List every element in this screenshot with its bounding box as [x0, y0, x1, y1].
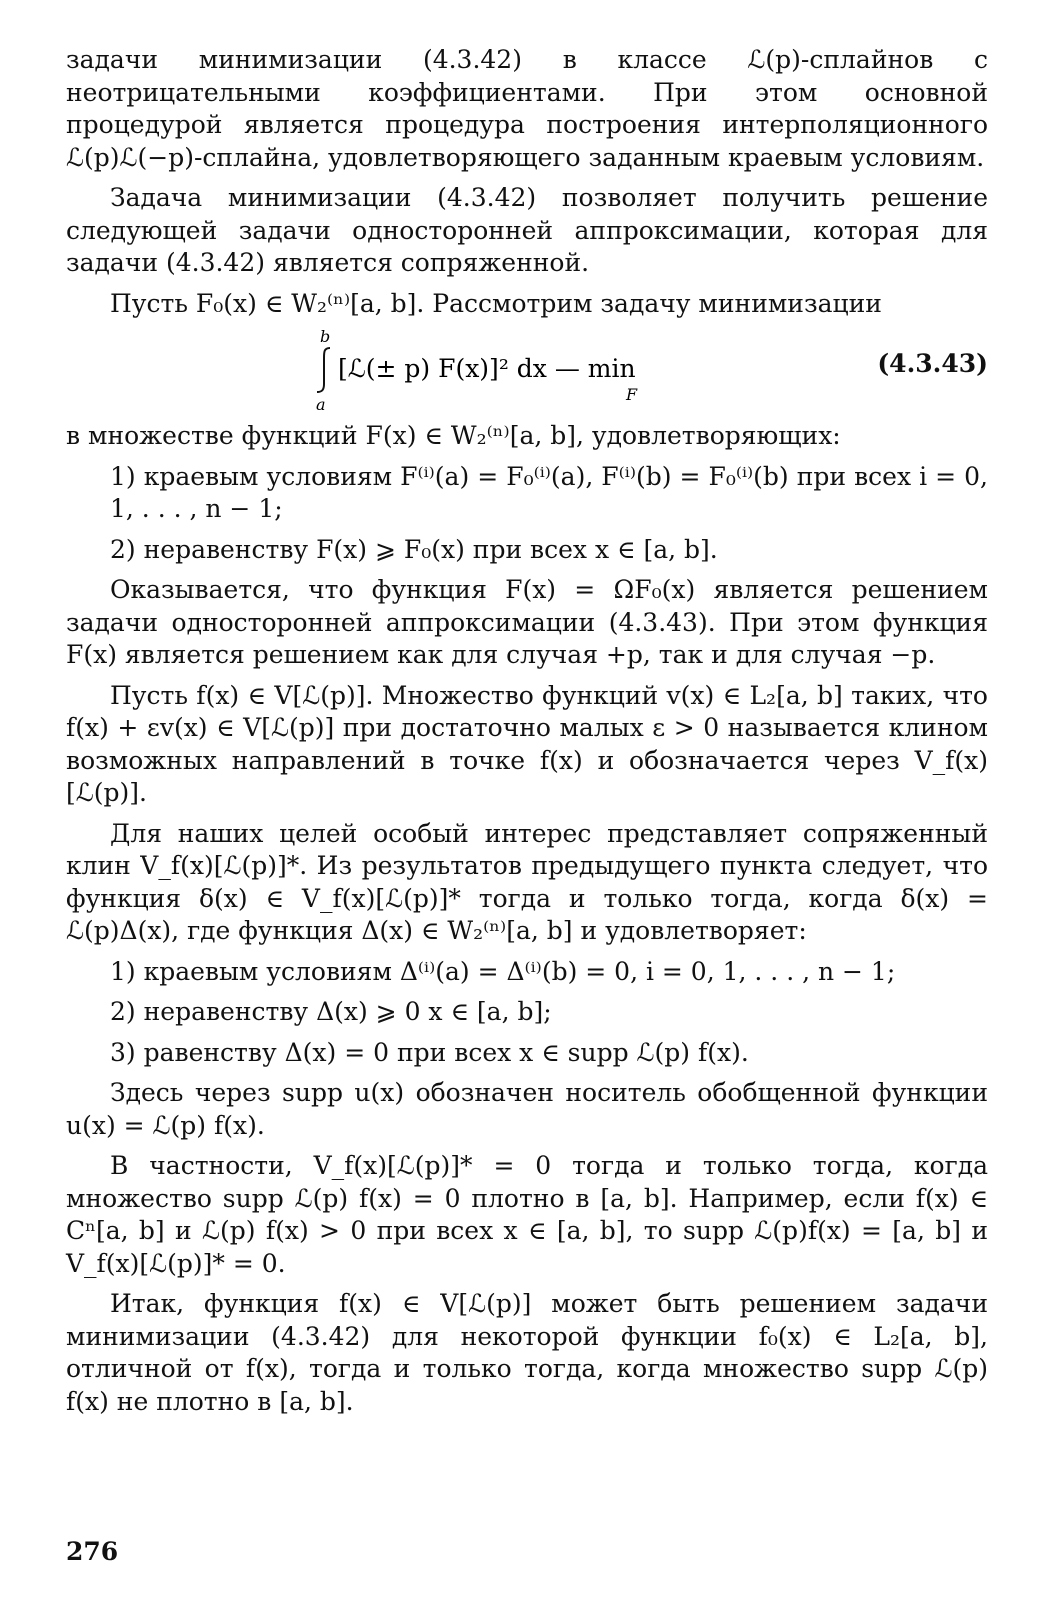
min-subscript: F [626, 385, 638, 404]
delta-condition-2: 2) неравенству Δ(x) ⩾ 0 x ∈ [a, b]; [110, 997, 552, 1026]
paragraph-5: Оказывается, что функция F(x) = ΩF₀(x) является решением задачи односторонней аппроксимации (4.3.43). При этом функция F(x) является решением как для случая +p, так и для случая −p. [66, 575, 988, 669]
integral-lower-limit: a [316, 395, 326, 412]
integral-formula [314, 328, 734, 412]
paragraph-2: Задача минимизации (4.3.42) позволяет получить решение следующей задачи односторонней аппроксимации, которая для задачи (4.3.42) является сопряженной. [66, 183, 988, 277]
paragraph-10: Итак, функция f(x) ∈ V[ℒ(p)] может быть решением задачи минимизации (4.3.42) для некоторой функции f₀(x) ∈ L₂[a, b], отличной от f(x), тогда и только тогда, когда множество supp ℒ(p) f(x) не плотно в [a, b]. [66, 1289, 988, 1416]
paragraph-3: Пусть F₀(x) ∈ W₂⁽ⁿ⁾[a, b]. Рассмотрим задачу минимизации [110, 288, 882, 318]
paragraph-8: Здесь через supp u(x) обозначен носитель обобщенной функции u(x) = ℒ(p) f(x). [66, 1078, 988, 1140]
integral-upper-limit: b [320, 328, 331, 346]
integrand: [ℒ(± p) F(x)]² dx — min [338, 354, 636, 383]
condition-item-1: 1) краевым условиям F⁽ⁱ⁾(a) = F₀⁽ⁱ⁾(a), F⁽ⁱ⁾(b) = F₀⁽ⁱ⁾(b) при всех i = 0, 1, . . . , n − 1; [110, 461, 988, 523]
paragraph-7: Для наших целей особый интерес представляет сопряженный клин V_f(x)[ℒ(p)]*. Из результатов предыдущего пункта следует, что функция δ(x) ∈ V_f(x)[ℒ(p)]* тогда и только тогда, когда δ(x) = ℒ(p)Δ(x), где функция Δ(x) ∈ W₂⁽ⁿ⁾[a, b] и удовлетворяет: [66, 818, 988, 945]
paragraph-6: Пусть f(x) ∈ V[ℒ(p)]. Множество функций v(x) ∈ L₂[a, b] таких, что f(x) + εv(x) ∈ V[ℒ(p)] при достаточно малых ε > 0 называется клином возможных направлений в точке f(x) и обозначается через V_f(x)[ℒ(p)]. [66, 680, 988, 807]
equation-number: (4.3.43) [877, 349, 988, 378]
integral-sign [317, 348, 330, 392]
paragraph-4: в множестве функций F(x) ∈ W₂⁽ⁿ⁾[a, b], удовлетворяющих: [66, 421, 841, 450]
delta-condition-1: 1) краевым условиям Δ⁽ⁱ⁾(a) = Δ⁽ⁱ⁾(b) = 0, i = 0, 1, . . . , n − 1; [110, 956, 896, 986]
formula-4-3-43 [66, 328, 988, 412]
page-number: 276 [66, 1537, 119, 1566]
condition-item-2: 2) неравенству F(x) ⩾ F₀(x) при всех x ∈ [a, b]. [110, 534, 718, 564]
delta-condition-3: 3) равенству Δ(x) = 0 при всех x ∈ supp ℒ(p) f(x). [110, 1037, 749, 1067]
paragraph-9: В частности, V_f(x)[ℒ(p)]* = 0 тогда и только тогда, когда множество supp ℒ(p) f(x) = 0 плотно в [a, b]. Например, если f(x) ∈ Cⁿ[a, b] и ℒ(p) f(x) > 0 при всех x ∈ [a, b], то supp ℒ(p)f(x) = [a, b] и V_f(x)[ℒ(p)]* = 0. [66, 1151, 988, 1278]
paragraph-1: задачи минимизации (4.3.42) в классе ℒ(p)-сплайнов с неотрицательными коэффициентами. При этом основной процедурой является процедура построения интерполяционного ℒ(p)ℒ(−p)-сплайна, удовлетворяющего заданным краевым условиям. [66, 45, 988, 172]
